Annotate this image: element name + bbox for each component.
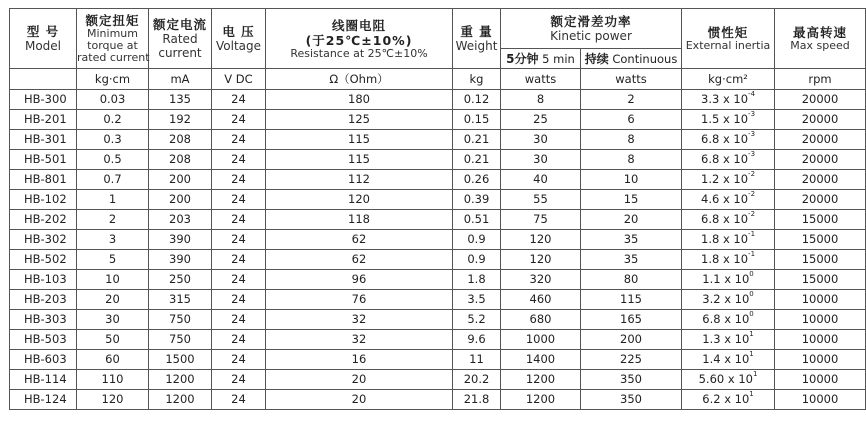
header-power-5min-zh: 5分钟 [506, 52, 539, 66]
cell-inertia [682, 250, 775, 270]
inertia-exponent: 0 [749, 270, 754, 278]
cell-torque: 2 [77, 210, 149, 230]
cell-current: 390 [149, 230, 212, 250]
header-weight-zh: 重 量 [460, 24, 493, 39]
cell-inertia [682, 110, 775, 130]
cell-resistance: 96 [266, 270, 453, 290]
header-current-en-2: current [158, 46, 202, 60]
unit-model [10, 69, 77, 90]
cell-resistance: 76 [266, 290, 453, 310]
cell-inertia [682, 270, 775, 290]
cell-p5: 55 [501, 190, 581, 210]
cell-weight: 0.39 [453, 190, 501, 210]
cell-weight: 0.21 [453, 150, 501, 170]
cell-torque: 30 [77, 310, 149, 330]
inertia-mantissa: 6.8 x 10 [701, 212, 749, 226]
table-row [10, 190, 866, 210]
cell-inertia [682, 290, 775, 310]
header-inertia [682, 9, 775, 69]
cell-current: 208 [149, 130, 212, 150]
cell-torque: 120 [77, 390, 149, 410]
unit-speed: rpm [775, 69, 866, 90]
cell-resistance: 125 [266, 110, 453, 130]
cell-model: HB-203 [10, 290, 77, 310]
cell-speed: 10000 [775, 310, 866, 330]
cell-resistance: 32 [266, 310, 453, 330]
unit-current: mA [149, 69, 212, 90]
cell-model: HB-503 [10, 330, 77, 350]
cell-torque: 10 [77, 270, 149, 290]
cell-resistance: 180 [266, 90, 453, 110]
cell-pc: 200 [581, 330, 682, 350]
cell-current: 1200 [149, 370, 212, 390]
cell-weight: 5.2 [453, 310, 501, 330]
cell-p5: 460 [501, 290, 581, 310]
cell-voltage: 24 [212, 90, 266, 110]
cell-pc: 10 [581, 170, 682, 190]
cell-p5: 1200 [501, 390, 581, 410]
cell-torque: 1 [77, 190, 149, 210]
header-resistance-zh2: (于25℃±10%) [305, 32, 413, 48]
cell-resistance: 20 [266, 390, 453, 410]
cell-inertia [682, 230, 775, 250]
cell-resistance: 16 [266, 350, 453, 370]
header-resistance [266, 9, 453, 69]
cell-resistance: 118 [266, 210, 453, 230]
inertia-exponent: 0 [749, 290, 754, 298]
cell-current: 135 [149, 90, 212, 110]
cell-current: 1500 [149, 350, 212, 370]
cell-model: HB-303 [10, 310, 77, 330]
inertia-mantissa: 4.6 x 10 [701, 192, 749, 206]
cell-torque: 0.7 [77, 170, 149, 190]
cell-torque: 5 [77, 250, 149, 270]
cell-pc: 350 [581, 370, 682, 390]
cell-pc: 225 [581, 350, 682, 370]
header-power-zh: 额定滑差功率 [550, 14, 632, 29]
cell-current: 200 [149, 170, 212, 190]
cell-p5: 75 [501, 210, 581, 230]
cell-voltage: 24 [212, 310, 266, 330]
cell-p5: 120 [501, 250, 581, 270]
header-model-en: Model [24, 39, 62, 53]
header-inertia-en: External inertia [685, 39, 771, 52]
cell-pc: 165 [581, 310, 682, 330]
table-body [10, 90, 866, 410]
header-speed-en: Max speed [790, 39, 850, 52]
cell-torque: 0.03 [77, 90, 149, 110]
cell-p5: 30 [501, 130, 581, 150]
table-row [10, 230, 866, 250]
cell-model: HB-603 [10, 350, 77, 370]
cell-torque: 60 [77, 350, 149, 370]
table-row [10, 210, 866, 230]
header-voltage-en: Voltage [215, 39, 261, 53]
inertia-exponent: -2 [748, 170, 756, 178]
cell-p5: 25 [501, 110, 581, 130]
inertia-mantissa: 6.8 x 10 [701, 132, 749, 146]
cell-pc: 350 [581, 390, 682, 410]
table-row [10, 330, 866, 350]
inertia-mantissa: 1.8 x 10 [701, 252, 749, 266]
cell-model: HB-114 [10, 370, 77, 390]
cell-resistance: 115 [266, 130, 453, 150]
cell-torque: 3 [77, 230, 149, 250]
table-row [10, 250, 866, 270]
cell-voltage: 24 [212, 250, 266, 270]
inertia-exponent: -2 [748, 210, 756, 218]
cell-current: 750 [149, 310, 212, 330]
cell-voltage: 24 [212, 210, 266, 230]
inertia-exponent: 1 [749, 330, 754, 338]
cell-inertia [682, 370, 775, 390]
inertia-mantissa: 1.2 x 10 [701, 172, 749, 186]
table-row [10, 290, 866, 310]
cell-speed: 20000 [775, 150, 866, 170]
cell-inertia [682, 190, 775, 210]
cell-voltage: 24 [212, 110, 266, 130]
header-power-en: Kinetic power [550, 29, 632, 43]
cell-resistance: 120 [266, 190, 453, 210]
header-power-continuous-en: Continuous [612, 52, 678, 66]
table-row [10, 110, 866, 130]
cell-model: HB-102 [10, 190, 77, 210]
cell-speed: 20000 [775, 130, 866, 150]
header-torque-en-3: rated current [77, 51, 150, 64]
cell-weight: 0.21 [453, 130, 501, 150]
unit-power-5min: watts [501, 69, 581, 90]
cell-torque: 20 [77, 290, 149, 310]
table-row [10, 270, 866, 290]
cell-current: 250 [149, 270, 212, 290]
cell-torque: 0.3 [77, 130, 149, 150]
cell-speed: 20000 [775, 190, 866, 210]
cell-weight: 21.8 [453, 390, 501, 410]
cell-speed: 20000 [775, 90, 866, 110]
cell-voltage: 24 [212, 290, 266, 310]
cell-model: HB-103 [10, 270, 77, 290]
cell-pc: 115 [581, 290, 682, 310]
header-torque-en-1: Minimum [87, 27, 138, 40]
cell-voltage: 24 [212, 230, 266, 250]
cell-current: 750 [149, 330, 212, 350]
header-torque-zh: 额定扭矩 [85, 13, 140, 28]
cell-p5: 120 [501, 230, 581, 250]
cell-weight: 0.51 [453, 210, 501, 230]
cell-inertia [682, 170, 775, 190]
cell-inertia [682, 90, 775, 110]
header-resistance-en: Resistance at 25℃±10% [290, 46, 428, 60]
header-power-5min-en: 5 min [542, 52, 575, 66]
table-row [10, 170, 866, 190]
table-row [10, 350, 866, 370]
spec-table [9, 8, 866, 410]
inertia-mantissa: 1.1 x 10 [702, 272, 750, 286]
cell-p5: 40 [501, 170, 581, 190]
cell-weight: 20.2 [453, 370, 501, 390]
cell-pc: 35 [581, 250, 682, 270]
cell-torque: 0.2 [77, 110, 149, 130]
inertia-exponent: -4 [748, 90, 756, 98]
cell-voltage: 24 [212, 150, 266, 170]
cell-current: 192 [149, 110, 212, 130]
cell-weight: 3.5 [453, 290, 501, 310]
cell-current: 1200 [149, 390, 212, 410]
table-row [10, 310, 866, 330]
inertia-mantissa: 6.2 x 10 [702, 392, 750, 406]
cell-torque: 110 [77, 370, 149, 390]
unit-voltage: V DC [212, 69, 266, 90]
header-speed-zh: 最高转速 [793, 25, 848, 40]
cell-speed: 15000 [775, 230, 866, 250]
inertia-mantissa: 3.3 x 10 [701, 92, 749, 106]
header-speed [775, 9, 866, 69]
cell-pc: 15 [581, 190, 682, 210]
cell-resistance: 112 [266, 170, 453, 190]
cell-speed: 10000 [775, 390, 866, 410]
cell-speed: 20000 [775, 170, 866, 190]
cell-resistance: 62 [266, 250, 453, 270]
cell-inertia [682, 330, 775, 350]
table-row [10, 130, 866, 150]
inertia-exponent: 0 [749, 310, 754, 318]
header-voltage [212, 9, 266, 69]
cell-weight: 9.6 [453, 330, 501, 350]
cell-speed: 20000 [775, 110, 866, 130]
inertia-exponent: -3 [748, 110, 756, 118]
cell-speed: 10000 [775, 330, 866, 350]
cell-speed: 15000 [775, 210, 866, 230]
cell-p5: 8 [501, 90, 581, 110]
cell-inertia [682, 310, 775, 330]
cell-voltage: 24 [212, 350, 266, 370]
cell-weight: 0.15 [453, 110, 501, 130]
cell-p5: 1400 [501, 350, 581, 370]
header-model-zh: 型 号 [26, 24, 60, 39]
header-resistance-zh1: 线圈电阻 [331, 17, 386, 33]
table-row [10, 390, 866, 410]
cell-model: HB-502 [10, 250, 77, 270]
cell-model: HB-501 [10, 150, 77, 170]
cell-weight: 0.9 [453, 230, 501, 250]
cell-speed: 10000 [775, 370, 866, 390]
cell-current: 208 [149, 150, 212, 170]
cell-voltage: 24 [212, 130, 266, 150]
header-power-5min [501, 49, 581, 69]
cell-pc: 6 [581, 110, 682, 130]
inertia-mantissa: 1.4 x 10 [702, 352, 750, 366]
cell-current: 315 [149, 290, 212, 310]
header-torque-en-2: torque at [87, 39, 138, 52]
table-row [10, 370, 866, 390]
cell-inertia [682, 150, 775, 170]
header-inertia-zh: 惯性矩 [707, 25, 749, 40]
inertia-exponent: 1 [749, 390, 754, 398]
cell-weight: 0.9 [453, 250, 501, 270]
unit-resistance: Ω（Ohm） [266, 69, 453, 90]
header-voltage-zh: 电 压 [222, 24, 255, 39]
inertia-exponent: -3 [748, 150, 756, 158]
inertia-exponent: -2 [748, 190, 756, 198]
cell-weight: 11 [453, 350, 501, 370]
inertia-mantissa: 6.8 x 10 [701, 152, 749, 166]
cell-voltage: 24 [212, 330, 266, 350]
cell-voltage: 24 [212, 370, 266, 390]
cell-pc: 8 [581, 130, 682, 150]
unit-power-continuous: watts [581, 69, 682, 90]
cell-speed: 10000 [775, 350, 866, 370]
cell-p5: 1200 [501, 370, 581, 390]
cell-pc: 35 [581, 230, 682, 250]
header-weight-en: Weight [455, 39, 498, 53]
cell-weight: 1.8 [453, 270, 501, 290]
inertia-exponent: 1 [749, 350, 754, 358]
header-power [501, 9, 682, 49]
cell-torque: 0.5 [77, 150, 149, 170]
cell-model: HB-124 [10, 390, 77, 410]
header-weight [453, 9, 501, 69]
cell-model: HB-302 [10, 230, 77, 250]
cell-p5: 1000 [501, 330, 581, 350]
header-power-continuous [581, 49, 682, 69]
header-current [149, 9, 212, 69]
header-power-continuous-zh: 持续 [584, 52, 609, 66]
cell-inertia [682, 390, 775, 410]
header-current-en-1: Rated [162, 32, 198, 46]
cell-pc: 8 [581, 150, 682, 170]
cell-speed: 15000 [775, 270, 866, 290]
cell-inertia [682, 350, 775, 370]
cell-inertia [682, 130, 775, 150]
cell-inertia [682, 210, 775, 230]
unit-weight: kg [453, 69, 501, 90]
cell-pc: 2 [581, 90, 682, 110]
cell-resistance: 62 [266, 230, 453, 250]
inertia-mantissa: 6.8 x 10 [702, 312, 750, 326]
cell-current: 203 [149, 210, 212, 230]
cell-model: HB-202 [10, 210, 77, 230]
cell-model: HB-300 [10, 90, 77, 110]
inertia-exponent: -1 [748, 230, 756, 238]
cell-resistance: 115 [266, 150, 453, 170]
inertia-mantissa: 3.2 x 10 [702, 292, 750, 306]
header-model [10, 9, 77, 69]
cell-p5: 680 [501, 310, 581, 330]
inertia-mantissa: 1.3 x 10 [702, 332, 750, 346]
inertia-mantissa: 1.8 x 10 [701, 232, 749, 246]
unit-torque: kg·cm [77, 69, 149, 90]
cell-weight: 0.26 [453, 170, 501, 190]
cell-resistance: 32 [266, 330, 453, 350]
header-torque [77, 9, 149, 69]
unit-inertia: kg·cm² [682, 69, 775, 90]
cell-p5: 30 [501, 150, 581, 170]
table-row [10, 90, 866, 110]
cell-voltage: 24 [212, 190, 266, 210]
cell-model: HB-201 [10, 110, 77, 130]
cell-resistance: 20 [266, 370, 453, 390]
inertia-mantissa: 5.60 x 10 [698, 372, 753, 386]
cell-voltage: 24 [212, 170, 266, 190]
header-current-zh: 额定电流 [152, 17, 207, 32]
cell-current: 200 [149, 190, 212, 210]
cell-p5: 320 [501, 270, 581, 290]
cell-voltage: 24 [212, 270, 266, 290]
inertia-mantissa: 1.5 x 10 [701, 112, 749, 126]
inertia-exponent: 1 [752, 370, 758, 378]
cell-weight: 0.12 [453, 90, 501, 110]
cell-model: HB-801 [10, 170, 77, 190]
cell-pc: 80 [581, 270, 682, 290]
cell-current: 390 [149, 250, 212, 270]
cell-model: HB-301 [10, 130, 77, 150]
table-row [10, 150, 866, 170]
cell-speed: 15000 [775, 250, 866, 270]
cell-voltage: 24 [212, 390, 266, 410]
inertia-exponent: -1 [748, 250, 756, 258]
cell-torque: 50 [77, 330, 149, 350]
cell-pc: 20 [581, 210, 682, 230]
inertia-exponent: -3 [748, 130, 756, 138]
cell-speed: 10000 [775, 290, 866, 310]
